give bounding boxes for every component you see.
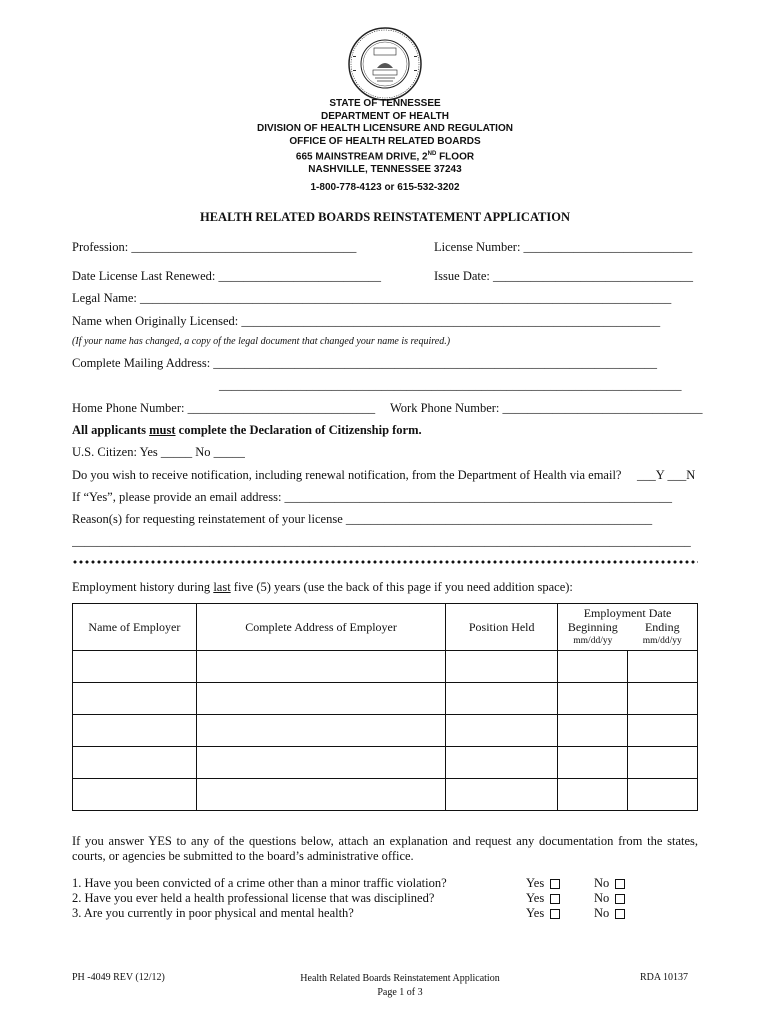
question-3: 3. Are you currently in poor physical and mental health?	[72, 906, 354, 920]
end-cell[interactable]	[628, 683, 698, 715]
header-division: DIVISION OF HEALTH LICENSURE AND REGULATION	[257, 123, 513, 134]
address-cell[interactable]	[196, 747, 445, 779]
end-cell[interactable]	[628, 747, 698, 779]
checkbox-icon[interactable]	[615, 894, 625, 904]
header-city: NASHVILLE, TENNESSEE 37243	[308, 163, 462, 175]
footer-center: Health Related Boards Reinstatement Application Page 1 of 3	[250, 972, 550, 1000]
original-name-field[interactable]: Name when Originally Licensed: ___________________________________________________________________	[72, 314, 661, 328]
email-notification-question: Do you wish to receive notification, including renewal notification, from the Department of Health via email?	[72, 468, 622, 482]
header-phone: 1-800-778-4123 or 615-532-3202	[310, 182, 460, 194]
checkbox-icon[interactable]	[550, 879, 560, 889]
mailing-address-field[interactable]: Complete Mailing Address: _______________________________________________________________________	[72, 356, 658, 370]
position-cell[interactable]	[446, 747, 558, 779]
header-department: DEPARTMENT OF HEALTH	[321, 110, 449, 122]
citizenship-notice: All applicants must complete the Declaration of Citizenship form.	[72, 423, 422, 437]
header-office: OFFICE OF HEALTH RELATED BOARDS	[289, 135, 481, 147]
table-row	[73, 651, 698, 683]
begin-cell[interactable]	[558, 715, 628, 747]
reinstatement-reason-line2[interactable]: ___________________________________________________________________________________________________	[72, 534, 691, 548]
employment-intro: Employment history during last five (5) years (use the back of this page if you need addition space):	[72, 580, 573, 594]
employer-cell[interactable]	[73, 779, 197, 811]
page-number: Page 1 of 3	[377, 987, 423, 998]
employer-cell[interactable]	[73, 715, 197, 747]
q2-no-option[interactable]: No	[594, 891, 625, 906]
profession-field[interactable]: Profession: ____________________________________	[72, 240, 357, 254]
begin-cell[interactable]	[558, 651, 628, 683]
position-cell[interactable]	[446, 779, 558, 811]
us-citizen-field[interactable]: U.S. Citizen: Yes _____ No _____	[72, 445, 245, 459]
employment-table	[72, 603, 698, 811]
work-phone-field[interactable]: Work Phone Number: ________________________________	[390, 401, 703, 415]
header-street: 665 MAINSTREAM DRIVE, 2ND FLOOR	[295, 151, 475, 163]
position-cell[interactable]	[446, 683, 558, 715]
agency-header	[0, 98, 770, 195]
questions-intro: If you answer YES to any of the questions below, attach an explanation and request any documentation from the states, courts, or agencies be submitted to the board’s administrative office.	[72, 834, 698, 863]
employer-cell[interactable]	[73, 651, 197, 683]
end-cell[interactable]	[628, 715, 698, 747]
position-cell[interactable]	[446, 715, 558, 747]
end-cell[interactable]	[628, 651, 698, 683]
end-cell[interactable]	[628, 779, 698, 811]
table-row	[73, 683, 698, 715]
reinstatement-reason-field[interactable]: Reason(s) for requesting reinstatement of your license _________________________________________________	[72, 512, 653, 526]
header-state: STATE OF TENNESSEE	[329, 98, 441, 109]
begin-cell[interactable]	[558, 747, 628, 779]
table-row	[73, 715, 698, 747]
question-1: 1. Have you been convicted of a crime other than a minor traffic violation?	[72, 876, 447, 890]
name-change-note: (If your name has changed, a copy of the legal document that changed your name is required.)	[72, 336, 451, 347]
employer-cell[interactable]	[73, 747, 197, 779]
rda-code: RDA 10137	[640, 972, 689, 983]
checkbox-icon[interactable]	[550, 909, 560, 919]
table-row	[73, 747, 698, 779]
mailing-address-line2[interactable]: __________________________________________________________________________	[219, 378, 682, 392]
license-number-field[interactable]: License Number: ___________________________	[434, 240, 693, 254]
checkbox-icon[interactable]	[615, 879, 625, 889]
state-seal-image	[347, 26, 423, 102]
form-number: PH -4049 REV (12/12)	[72, 972, 165, 983]
question-2: 2. Have you ever held a health professional license that was disciplined?	[72, 891, 435, 905]
checkbox-icon[interactable]	[550, 894, 560, 904]
employer-header: Name of Employer	[73, 604, 197, 651]
q3-yes-option[interactable]: Yes	[526, 906, 560, 921]
q1-no-option[interactable]: No	[594, 876, 625, 891]
employment-date-header: Employment Date Beginning Ending mm/dd/yy mm/dd/yy	[558, 604, 698, 651]
q3-no-option[interactable]: No	[594, 906, 625, 921]
address-cell[interactable]	[196, 651, 445, 683]
section-divider	[72, 560, 698, 564]
position-cell[interactable]	[446, 651, 558, 683]
q2-yes-option[interactable]: Yes	[526, 891, 560, 906]
address-header: Complete Address of Employer	[196, 604, 445, 651]
date-last-renewed-field[interactable]: Date License Last Renewed: __________________________	[72, 269, 381, 283]
home-phone-field[interactable]: Home Phone Number: ______________________________	[72, 401, 376, 415]
position-header: Position Held	[446, 604, 558, 651]
address-cell[interactable]	[196, 715, 445, 747]
legal-name-field[interactable]: Legal Name: _____________________________________________________________________________________	[72, 291, 672, 305]
form-title: HEALTH RELATED BOARDS REINSTATEMENT APPLICATION	[200, 210, 570, 224]
address-cell[interactable]	[196, 779, 445, 811]
checkbox-icon[interactable]	[615, 909, 625, 919]
begin-cell[interactable]	[558, 683, 628, 715]
address-cell[interactable]	[196, 683, 445, 715]
q1-yes-option[interactable]: Yes	[526, 876, 560, 891]
email-notification-yn[interactable]: ___Y ___N	[637, 468, 696, 482]
employer-cell[interactable]	[73, 683, 197, 715]
table-row	[73, 779, 698, 811]
begin-cell[interactable]	[558, 779, 628, 811]
email-address-field[interactable]: If “Yes”, please provide an email address: ______________________________________________________________	[72, 490, 673, 504]
issue-date-field[interactable]: Issue Date: ________________________________	[434, 269, 694, 283]
